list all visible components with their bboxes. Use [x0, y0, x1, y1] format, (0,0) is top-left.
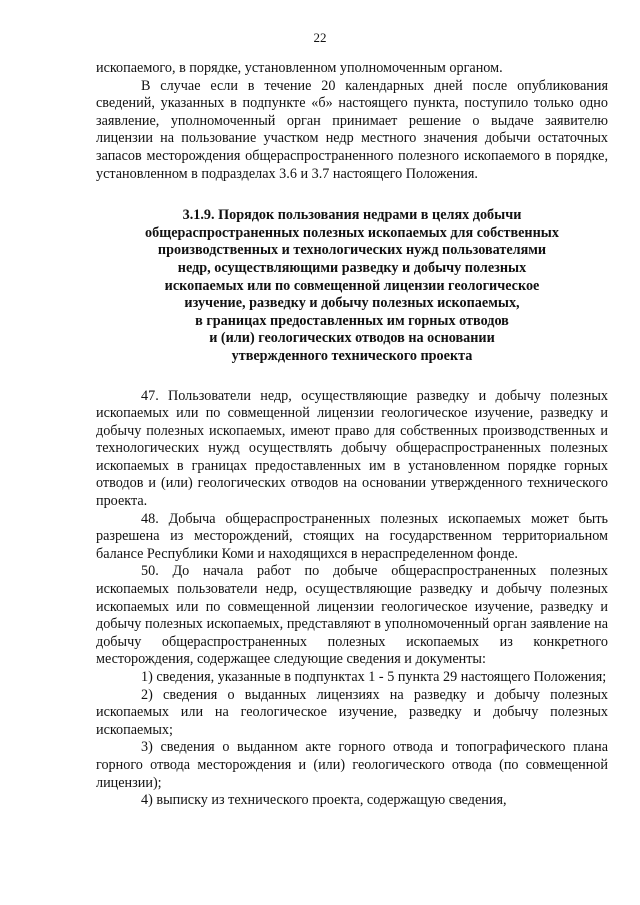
heading-line: и (или) геологических отводов на основании: [209, 330, 495, 347]
heading-line: производственных и технологических нужд пользователями: [157, 242, 547, 259]
heading-line: изучение, разведку и добычу полезных ископаемых,: [184, 295, 520, 312]
paragraph-48: 48. Добыча общераспространенных полезных ископаемых может быть разрешена из месторождений, стоящих на государственном территориальном балансе Республики Коми и находящихся в нераспределенном фонде.: [96, 510, 608, 562]
paragraph-47: 47. Пользователи недр, осуществляющие разведку и добычу полезных ископаемых или по совмещенной лицензии геологическое изучение, разведку и добычу полезных ископаемых, имеют право для собственных производственных и технологических нужд осуществлять добычу общераспространенных полезных ископаемых в границах предоставленных им в установленном порядке горных отводов и (или) геологических отводов на основании утвержденного технического проекта.: [96, 387, 608, 510]
list-item-2: 2) сведения о выданных лицензиях на разведку и добычу полезных ископаемых или на геологическое изучение, разведку и добычу полезных ископаемых;: [96, 686, 608, 738]
section-heading-3-1-9: [96, 207, 608, 365]
paragraph-single-application: В случае если в течение 20 календарных дней после опубликования сведений, указанных в подпункте «б» настоящего пункта, поступило только одно заявление, уполномоченный орган принимает решение о выдаче заявителю лицензии на пользование участком недр местного значения добычи остаточных запасов месторождения общераспространенного полезного ископаемого в порядке, установленном в подразделах 3.6 и 3.7 настоящего Положения.: [96, 77, 608, 182]
heading-line: недр, осуществляющими разведку и добычу полезных: [177, 259, 527, 276]
heading-line: в границах предоставленных им горных отводов: [195, 312, 509, 329]
heading-line: ископаемых или по совмещенной лицензии геологическое: [164, 277, 540, 294]
document-body: [96, 60, 608, 810]
paragraph-50: 50. До начала работ по добыче общераспространенных полезных ископаемых пользователи недр, осуществляющие разведку и добычу полезных ископаемых или по совмещенной лицензии геологическое изучение, разведку и добычу полезных ископаемых, представляют в уполномоченный орган заявление на добычу общераспространенных полезных ископаемых из конкретного месторождения, содержащее следующие сведения и документы:: [96, 563, 608, 668]
list-item-4: 4) выписку из технического проекта, содержащую сведения,: [141, 792, 507, 809]
page-number: 22: [313, 30, 327, 45]
heading-line: общераспространенных полезных ископаемых для собственных: [145, 224, 559, 241]
paragraph-continued: ископаемого, в порядке, установленном уполномоченным органом.: [96, 60, 503, 76]
heading-line: утвержденного технического проекта: [231, 347, 473, 364]
heading-line: 3.1.9. Порядок пользования недрами в целях добычи: [182, 207, 522, 224]
list-item-1: 1) сведения, указанные в подпунктах 1 - 5 пункта 29 настоящего Положения;: [141, 669, 607, 685]
list-item-3: 3) сведения о выданном акте горного отвода и топографического плана горного отвода месторождения и (или) геологического отвода (по совмещенной лицензии);: [96, 739, 608, 791]
